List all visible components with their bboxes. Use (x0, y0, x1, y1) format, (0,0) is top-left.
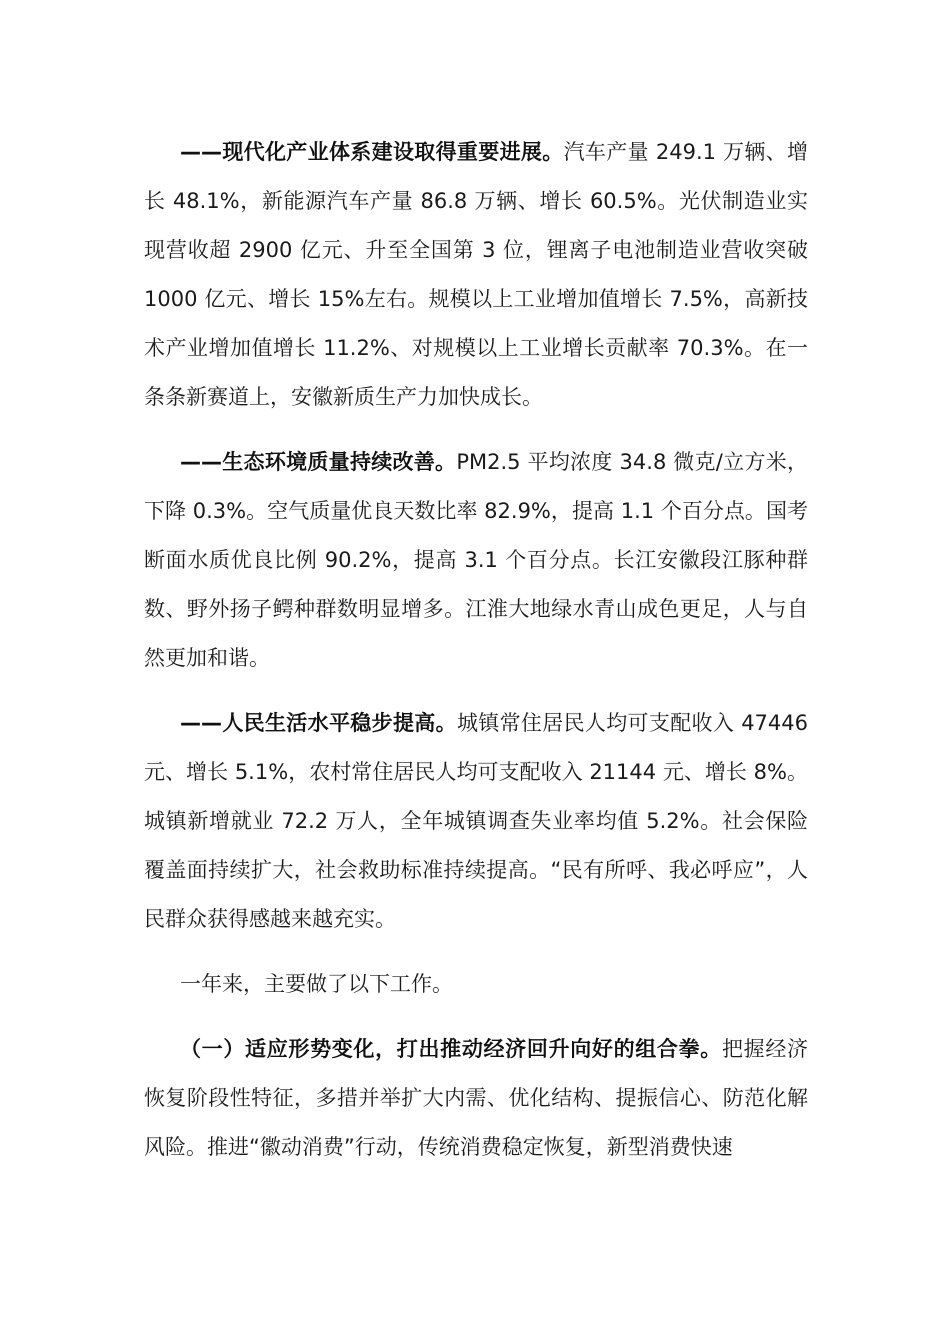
paragraph-lead: ——现代化产业体系建设取得重要进展。 (180, 140, 564, 164)
paragraph-lead: ——生态环境质量持续改善。 (180, 450, 457, 474)
paragraph-livelihood (144, 699, 808, 944)
paragraph-lead: （一）适应形势变化，打出推动经济回升向好的组合拳。 (180, 1037, 722, 1061)
paragraph-environment (144, 438, 808, 683)
paragraph-summary (144, 960, 808, 1009)
paragraph-text: 一年来，主要做了以下工作。 (180, 972, 453, 996)
document-body (144, 128, 808, 1188)
paragraph-text: 汽车产量 249.1 万辆、增长 48.1%，新能源汽车产量 86.8 万辆、增长 60.5%。光伏制造业实现营收超 2900 亿元、升至全国第 3 位，锂离子电池制造业营收突破 1000 亿元、增长 15%左右。规模以上工业增加值增长 7.5%，高新技术产业增加值增长 11.2%、对规模以上工业增长贡献率 70.3%。在一条条新赛道上，安徽新质生产力加快成长。 (144, 140, 808, 409)
paragraph-text: 城镇常住居民人均可支配收入 47446 元、增长 5.1%，农村常住居民人均可支配收入 21144 元、增长 8%。城镇新增就业 72.2 万人，全年城镇调查失业率均值 5.2%。社会保险覆盖面持续扩大，社会救助标准持续提高。“民有所呼、我必呼应”，人民群众获得感越来越充实。 (144, 711, 809, 931)
paragraph-text: 把握经济恢复阶段性特征，多措并举扩大内需、优化结构、提振信心、防范化解风险。推进“徽动消费”行动，传统消费稳定恢复，新型消费快速 (144, 1037, 809, 1159)
paragraph-industry (144, 128, 808, 422)
paragraph-lead: ——人民生活水平稳步提高。 (180, 711, 457, 735)
paragraph-text: PM2.5 平均浓度 34.8 微克/立方米，下降 0.3%。空气质量优良天数比率 82.9%，提高 1.1 个百分点。国考断面水质优良比例 90.2%，提高 3.1 个百分点。长江安徽段江豚种群数、野外扬子鳄种群数明显增多。江淮大地绿水青山成色更足，人与自然更加和谐。 (144, 450, 808, 670)
paragraph-work-1 (144, 1025, 808, 1172)
